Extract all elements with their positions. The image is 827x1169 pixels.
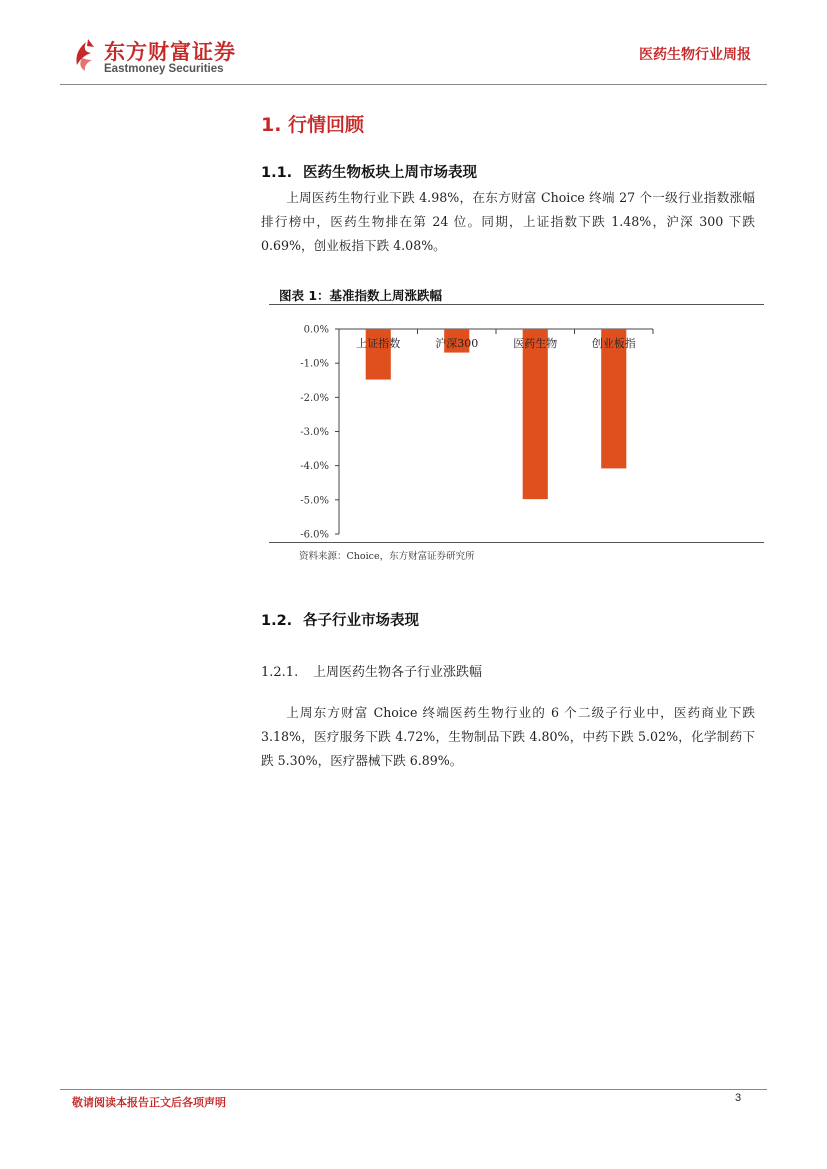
x-axis-labels bbox=[356, 336, 636, 350]
eastmoney-logo-icon bbox=[74, 38, 100, 72]
footer-disclaimer: 敬请阅读本报告正文后各项声明 bbox=[72, 1096, 226, 1109]
section-title: 医药生物板块上周市场表现 bbox=[303, 165, 477, 181]
section-heading-1: 1. 行情回顾 bbox=[261, 114, 365, 136]
y-axis bbox=[300, 325, 653, 541]
section-number: 1.2. bbox=[261, 613, 293, 629]
y-tick-label: -3.0% bbox=[300, 427, 329, 438]
x-tick-label: 医药生物 bbox=[513, 337, 558, 350]
page-number: 3 bbox=[735, 1092, 742, 1104]
bar-chart bbox=[269, 305, 764, 542]
figure-bottom-rule bbox=[269, 542, 764, 543]
section-heading-1-2 bbox=[261, 609, 419, 630]
bar bbox=[523, 329, 548, 499]
figure-source: 资料来源：Choice，东方财富证券研究所 bbox=[299, 551, 475, 562]
y-tick-label: -2.0% bbox=[300, 392, 329, 404]
y-tick-label: -6.0% bbox=[300, 529, 329, 541]
footer-divider bbox=[60, 1089, 767, 1090]
x-tick-label: 上证指数 bbox=[356, 337, 401, 350]
x-tick-label: 沪深300 bbox=[435, 337, 479, 350]
section-title: 各子行业市场表现 bbox=[303, 613, 419, 629]
bars bbox=[366, 329, 627, 499]
report-type-label: 医药生物行业周报 bbox=[639, 47, 751, 63]
brand-name-cn: 东方财富证券 bbox=[104, 40, 236, 64]
y-tick-label: -4.0% bbox=[300, 461, 329, 473]
body-paragraph-1: 上周医药生物行业下跌 4.98%，在东方财富 Choice 终端 27 个一级行业指数涨幅排行榜中，医药生物排在第 24 位。同期，上证指数下跌 1.48%，沪深 300 下跌 0.69%，创业板指下跌 4.08%。 bbox=[261, 190, 755, 253]
section-number: 1.1. bbox=[261, 165, 293, 181]
subsection-number: 1.2.1. bbox=[261, 665, 299, 680]
x-tick-label: 创业板指 bbox=[591, 337, 636, 350]
section-heading-1-1 bbox=[261, 161, 477, 182]
subsection-title: 上周医药生物各子行业涨跌幅 bbox=[313, 665, 483, 680]
y-tick-label: 0.0% bbox=[303, 324, 329, 336]
body-paragraph-2: 上周东方财富 Choice 终端医药生物行业的 6 个二级子行业中，医药商业下跌 3.18%，医疗服务下跌 4.72%，生物制品下跌 4.80%，中药下跌 5.02%，化学制药下跌 5.30%，医疗器械下跌 6.89%。 bbox=[261, 705, 755, 768]
brand-name-en: Eastmoney Securities bbox=[104, 63, 224, 75]
figure-title: 图表 1：基准指数上周涨跌幅 bbox=[279, 288, 443, 303]
y-tick-label: -5.0% bbox=[300, 495, 329, 507]
y-tick-label: -1.0% bbox=[300, 358, 329, 370]
header-divider bbox=[60, 84, 767, 85]
subsection-heading-1-2-1 bbox=[261, 661, 482, 680]
